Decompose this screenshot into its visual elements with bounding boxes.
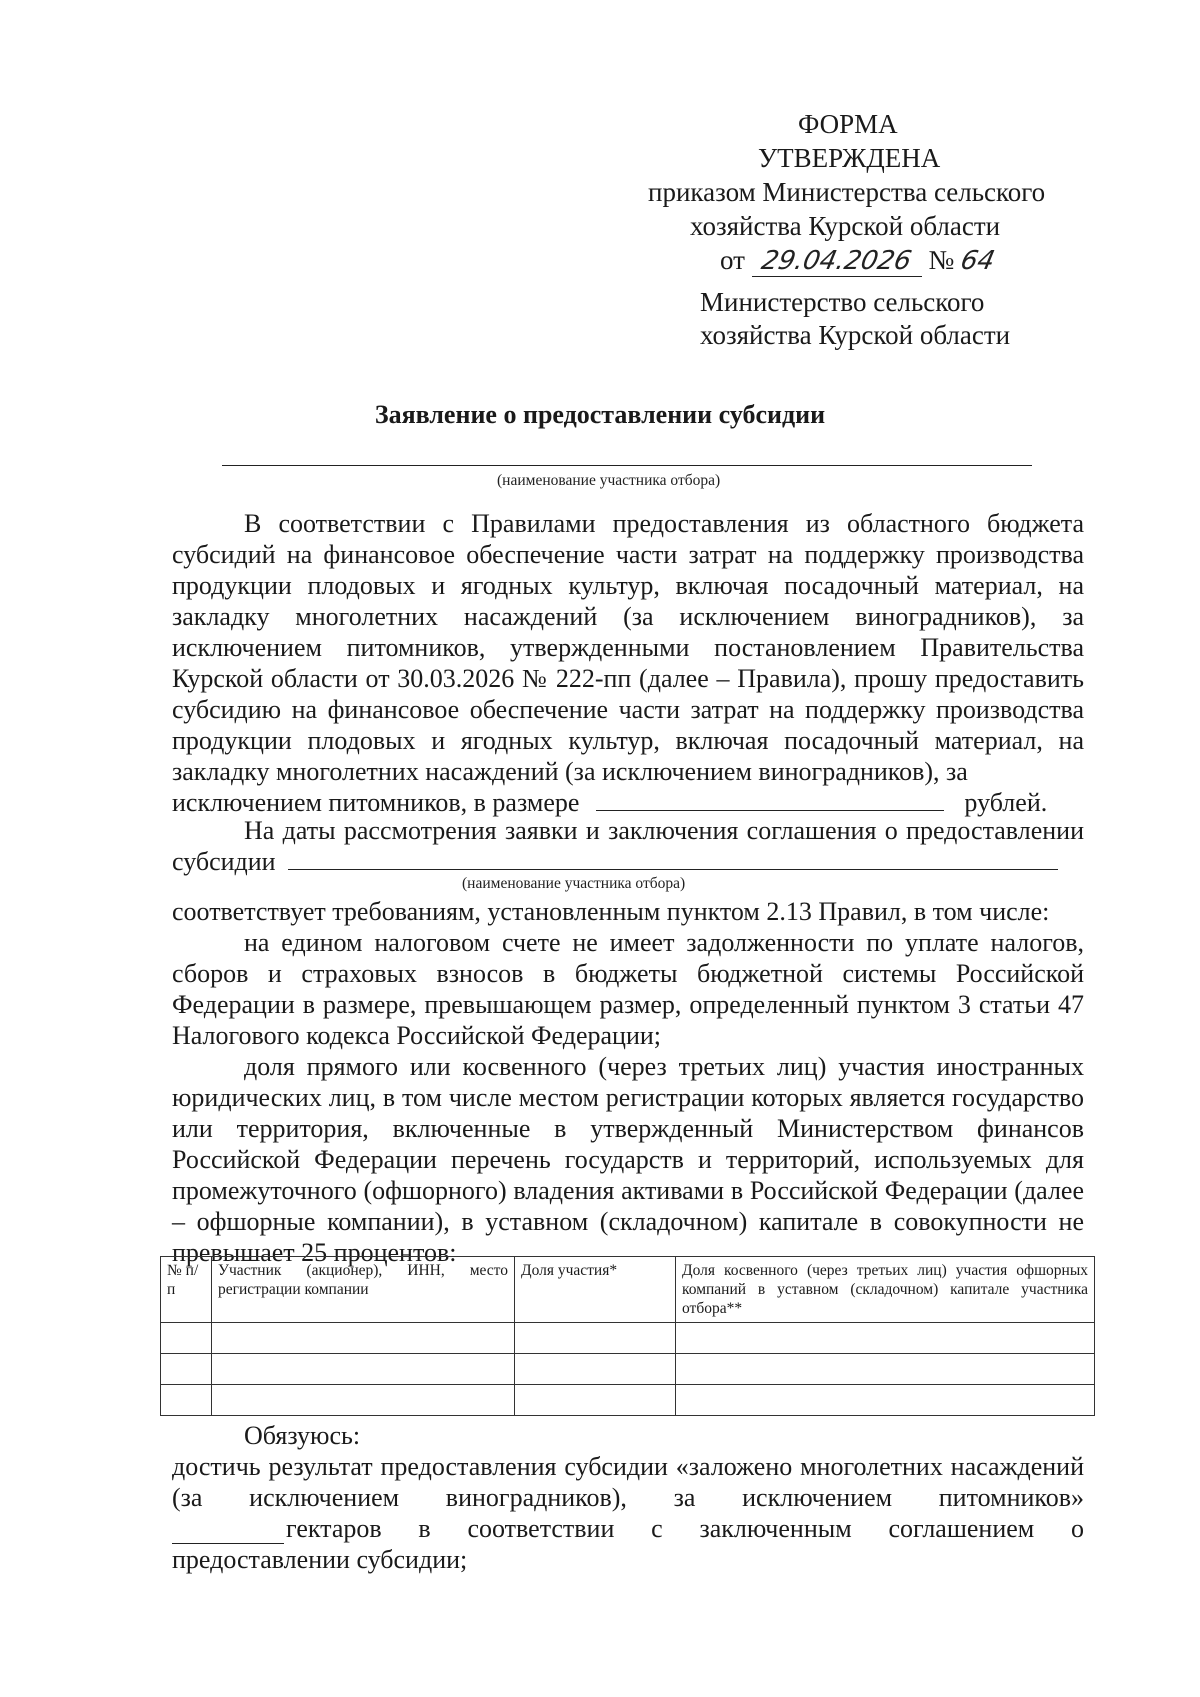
approval-form-label: ФОРМА	[798, 109, 898, 139]
table-cell[interactable]	[676, 1354, 1095, 1385]
obligation-heading: Обязуюсь:	[244, 1421, 361, 1450]
obligations-block	[172, 1420, 1084, 1575]
table-header-offshore-share: Доля косвенного (через третьих лиц) участия офшорных компаний в уставном (складочном) капитале участника отбора**	[676, 1257, 1095, 1323]
paragraph-requirements: соответствует требованиям, установленным пунктом 2.13 Правил, в том числе:	[172, 897, 1050, 926]
table-cell[interactable]	[212, 1354, 515, 1385]
hectares-line	[172, 1513, 1084, 1544]
number-prefix: №	[928, 245, 955, 275]
approval-order-line: приказом Министерства сельского	[648, 177, 1046, 207]
table-cell[interactable]	[212, 1385, 515, 1416]
table-cell[interactable]	[676, 1323, 1095, 1354]
table-cell[interactable]	[161, 1354, 212, 1385]
shareholders-table	[160, 1256, 1095, 1416]
participant-name-line	[222, 465, 1032, 466]
subsidy-participant-line	[172, 846, 1084, 877]
table-row	[161, 1385, 1095, 1416]
table-cell[interactable]	[676, 1385, 1095, 1416]
participant-name-caption: (наименование участника отбора)	[497, 472, 721, 489]
approval-date-line	[720, 244, 998, 278]
subsidy-word: субсидии	[172, 847, 276, 876]
paragraph-rules: В соответствии с Правилами предоставления из областного бюджета субсидий на финансовое обеспечение части затрат на поддержку производства продукции плодовых и ягодных культур, включая посадочный материал, на закладку многолетних насаждений (за исключением виноградников), за исключением питомников, утвержденными постановлением Правительства Курской области от 30.03.2026 № 222-пп (далее – Правила), прошу предоставить субсидию на финансовое обеспечение части затрат на поддержку производства продукции плодовых и ягодных культур, включая посадочный материал, на закладку многолетних насаждений (за исключением виноградников), за	[172, 509, 1084, 786]
paragraph-tax-debt: на едином налоговом счете не имеет задолженности по уплате налогов, сборов и страховых взносов в бюджеты бюджетной системы Российской Федерации в размере, превышающем размер, определенный пунктом 3 статьи 47 Налогового кодекса Российской Федерации;	[172, 928, 1084, 1050]
amount-field	[596, 788, 944, 811]
compliance-paragraph	[172, 815, 1084, 877]
table-header-share: Доля участия*	[515, 1257, 676, 1323]
obligation-text: достичь результат предоставления субсидии «заложено многолетних насаждений (за исключением виноградников), за исключением питомников»	[172, 1452, 1084, 1512]
amount-line	[172, 787, 1084, 818]
table-cell[interactable]	[161, 1385, 212, 1416]
requirements-block	[172, 896, 1084, 1268]
main-paragraph	[172, 508, 1084, 818]
table-cell[interactable]	[212, 1323, 515, 1354]
paragraph-offshore: доля прямого или косвенного (через третьих лиц) участия иностранных юридических лиц, в том числе местом регистрации которых является государство или территория, включенные в утвержденный Министерством финансов Российской Федерации перечень государств и территорий, используемых для промежуточного (офшорного) владения активами в Российской Федерации (далее – офшорные компании), в уставном (складочном) капитале в совокупности не превышает 25 процентов:	[172, 1052, 1084, 1267]
order-number-field	[957, 244, 998, 278]
table-cell[interactable]	[515, 1385, 676, 1416]
table-cell[interactable]	[515, 1323, 676, 1354]
amount-line-text: исключением питомников, в размере	[172, 788, 580, 817]
participant-name-line-2	[288, 847, 1058, 870]
approval-approved-label: УТВЕРЖДЕНА	[758, 143, 941, 173]
amount-currency: рублей.	[964, 788, 1048, 817]
date-prefix: от	[720, 245, 745, 275]
document-title: Заявление о предоставлении субсидии	[374, 400, 826, 429]
hectares-field	[172, 1521, 284, 1544]
order-number-handwritten: 64	[957, 246, 998, 276]
approval-ministry-line: хозяйства Курской области	[690, 211, 1001, 241]
table-header-number: № п/п	[161, 1257, 212, 1323]
table-header-participant: Участник (акционер), ИНН, место регистрации компании	[212, 1257, 515, 1323]
order-date-handwritten: 29.04.2026	[759, 246, 915, 276]
hectares-text: гектаров в соответствии с заключенным соглашением о	[286, 1514, 1084, 1543]
addressee-block	[700, 286, 1010, 352]
addressee-line-1: Министерство сельского	[700, 287, 985, 317]
table-cell[interactable]	[161, 1323, 212, 1354]
table-row	[161, 1323, 1095, 1354]
table-cell[interactable]	[515, 1354, 676, 1385]
paragraph-dates: На даты рассмотрения заявки и заключения соглашения о предоставлении	[244, 816, 1084, 845]
obligation-text-end: предоставлении субсидии;	[172, 1545, 468, 1574]
table-header-row	[161, 1257, 1095, 1323]
participant-name-caption-2: (наименование участника отбора)	[462, 875, 686, 892]
table-row	[161, 1354, 1095, 1385]
addressee-line-2: хозяйства Курской области	[700, 320, 1011, 350]
order-date-field	[752, 245, 922, 277]
